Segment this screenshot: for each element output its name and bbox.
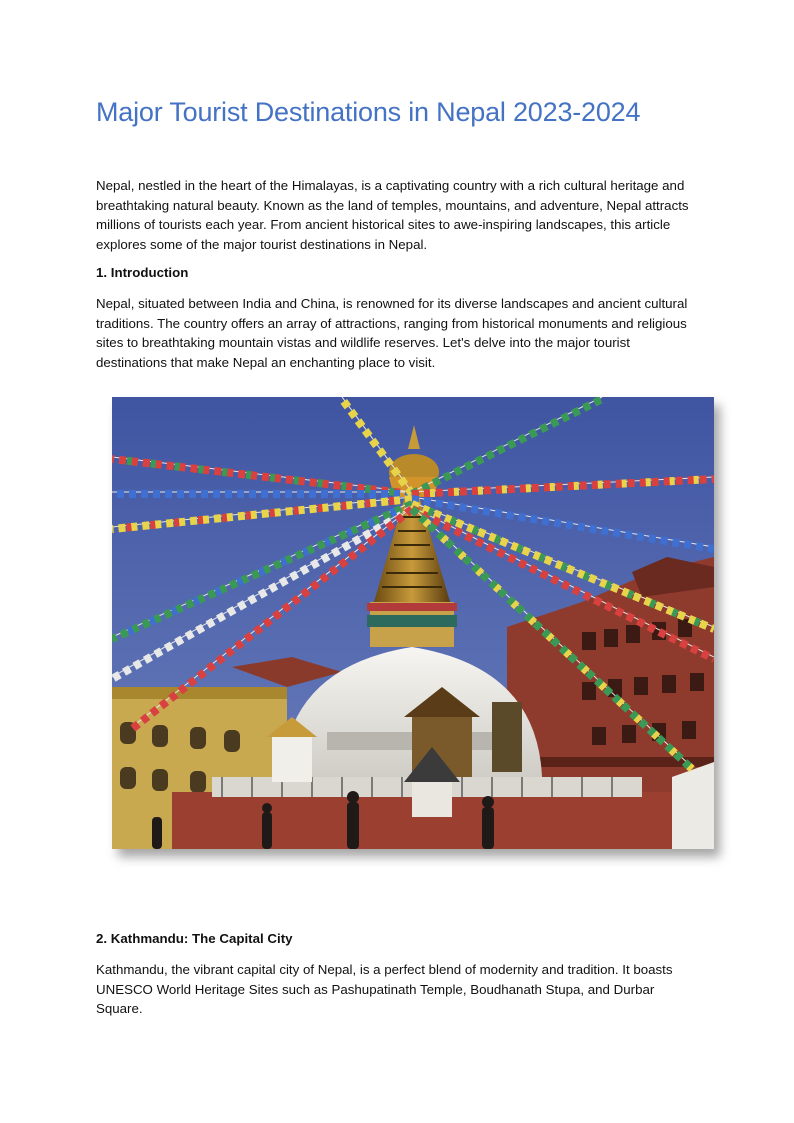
section-body-kathmandu: Kathmandu, the vibrant capital city of Nepal, is a perfect blend of modernity and tradition. It boasts UNESCO World Heritage Sites such as Pashupatinath Temple, Boudhanath Stupa, and Durbar Square. bbox=[96, 962, 673, 1016]
stupa-photo-icon bbox=[112, 397, 714, 849]
intro-paragraph: Nepal, nestled in the heart of the Himalayas, is a captivating country with a rich cultural heritage and breathtaking natural beauty. Known as the land of temples, mountains, and adventure, Nepal attracts millions of tourists each year. From ancient historical sites to awe-inspiring landscapes, this article explores some of the major tourist destinations in Nepal. bbox=[96, 178, 689, 252]
document-title: Major Tourist Destinations in Nepal 2023-2024 bbox=[96, 97, 641, 127]
section-body-introduction: Nepal, situated between India and China, is renowned for its diverse landscapes and ancient cultural traditions. The country offers an array of attractions, ranging from historical monuments and religious sites to breathtaking mountain vistas and wildlife reserves. Let's delve into the major tourist destinations that make Nepal an enchanting place to visit. bbox=[96, 296, 688, 370]
section-heading-introduction: 1. Introduction bbox=[96, 265, 189, 280]
section-heading-kathmandu: 2. Kathmandu: The Capital City bbox=[96, 931, 293, 946]
stupa-photo bbox=[112, 397, 714, 849]
